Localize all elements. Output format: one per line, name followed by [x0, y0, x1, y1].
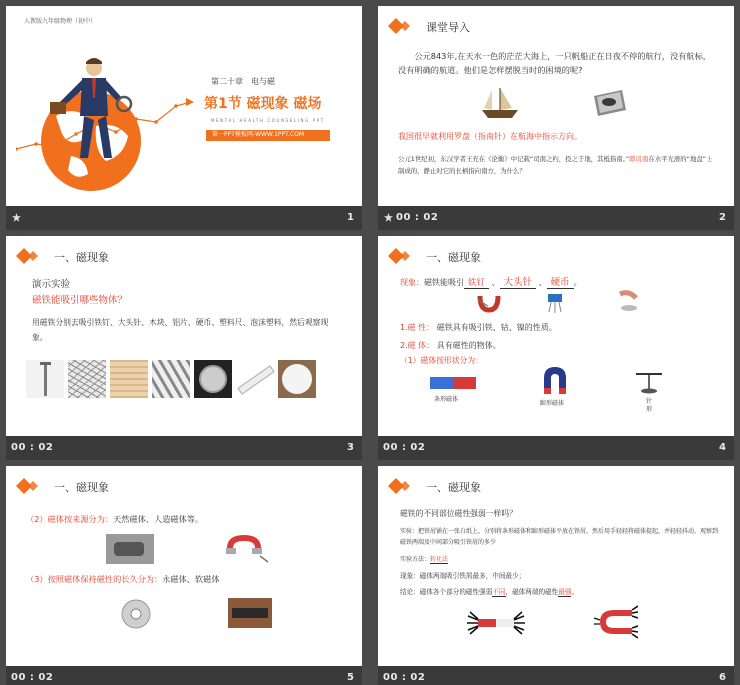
phenomenon-text: 磁铁能吸引 [424, 278, 464, 287]
demo-instructions: 用磁铁分别去吸引铁钉、大头针、木块、铝片、硬币、塑料尺、泡沫塑料，然后观察现象。 [32, 318, 329, 342]
coin-image [194, 360, 232, 398]
subtitle: MENTAL HEALTH COUNSELING PPT [211, 118, 325, 123]
slide-thumbnail-6[interactable] [378, 466, 734, 685]
slide-thumbnail-5[interactable] [6, 466, 362, 685]
slide-status-bar [378, 206, 734, 230]
slide-number: 2 [719, 212, 726, 223]
slide-status-bar [378, 666, 734, 685]
answer-pin: 大头针 [500, 277, 537, 289]
magnet-coin-image [614, 290, 644, 314]
slide-thumbnail-1[interactable] [6, 6, 362, 230]
section-header: 一、磁现象 [54, 481, 109, 494]
experiment-description: 实验：把铁屑铺在一张白纸上，分别将条形磁体和蹄形磁体平放在铁屑，然后用手轻轻将磁体提起，并轻轻抖动，观察到磁铁两端及中间部分吸引铁屑的多少 [400, 528, 719, 547]
magnet-pins-image [542, 292, 568, 314]
slide-thumbnail-2[interactable] [378, 6, 734, 230]
slide-timing: 00 : 02 [11, 442, 54, 453]
chapter-label: 第二十章 电与磁 [211, 77, 275, 86]
star-icon [384, 213, 393, 222]
method-label: 实验方法： [400, 556, 431, 563]
bar-magnet-image [428, 374, 478, 392]
slide-number: 5 [347, 672, 354, 683]
star-icon [12, 213, 21, 222]
horseshoe-magnet-label: 蹄形磁体 [540, 400, 565, 407]
magnet-definition [400, 340, 501, 352]
aluminum-sheet-image [152, 360, 190, 398]
slide-timing: 00 : 02 [396, 212, 439, 223]
section-header: 一、磁现象 [426, 481, 481, 494]
answer-nail: 铁钉 [464, 278, 489, 289]
slide-status-bar [6, 666, 362, 685]
magnetism-question: 磁铁的不同部位磁性强弱一样吗？ [400, 509, 517, 518]
slide-thumbnail-4[interactable] [378, 236, 734, 460]
plastic-ruler-image [236, 360, 274, 398]
history-paragraph [398, 154, 718, 177]
slide-timing: 00 : 02 [383, 442, 426, 453]
slide-status-bar [378, 436, 734, 460]
conclusion-end: 。 [571, 588, 579, 596]
slide-canvas [6, 236, 362, 436]
compass-highlight: 我国很早就利用罗盘（指南针）在航海中指示方向。 [398, 132, 582, 141]
duration-text: 永磁体、软磁体 [162, 574, 220, 584]
duration-classification [26, 574, 220, 586]
section-header: 一、磁现象 [426, 251, 481, 264]
horseshoe-magnet-image [538, 364, 572, 396]
slide-number: 4 [719, 442, 726, 453]
conclusion-answer-2: 最强 [558, 588, 572, 596]
magnet-nail-image [476, 292, 502, 314]
sinan-compass-image [588, 86, 628, 118]
needle-magnet-label: 针形 [646, 398, 653, 413]
section-header: 课堂导入 [426, 21, 470, 34]
needle-magnet-image [634, 368, 664, 394]
intro-paragraph: 公元843年,在天水一色的茫茫大海上，一只帆船正在日夜不停的航行，没有航标，没有明确的航道。他们是怎样摆脱当时的困境的呢? [398, 51, 711, 75]
horseshoe-magnet-filings-image [588, 604, 638, 640]
diamond-logo-icon [388, 248, 416, 266]
source-text: 天然磁体、人造磁体等。 [113, 514, 204, 524]
answer-coin: 硬币 [547, 277, 574, 289]
slide-canvas [6, 6, 362, 206]
businessman-illustration [46, 54, 136, 164]
history-text-c: 在水平光滑的“地盘”上制成的，静止时它的长柄指向南方，为什么？ [398, 155, 713, 175]
slide-number: 6 [719, 672, 726, 683]
slide-thumbnail-3[interactable] [6, 236, 362, 460]
source-label: （2）磁体按来源分为： [26, 514, 114, 524]
magnetism-text: 磁铁具有吸引铁、钴、镍的性质。 [436, 323, 557, 332]
history-text-a: 公元1世纪初，东汉学者王充在《论衡》中记载“司南之杓，投之于地，其柢指南。” [398, 155, 630, 163]
bar-magnet-label: 条形磁体 [434, 396, 459, 403]
magnetism-definition [400, 322, 557, 334]
phenomenon-line: 现象：磁铁能吸引 铁钉 、 大头针 、 硬币 。 [400, 277, 582, 288]
magnetism-label: 1.磁 性： [400, 323, 435, 332]
slide-canvas [378, 6, 734, 206]
method-answer: 转化法 [430, 556, 449, 563]
magnet-label: 2.磁 体： [400, 341, 435, 350]
diamond-logo-icon [16, 248, 44, 266]
slide-status-bar [6, 436, 362, 460]
wood-block-image [110, 360, 148, 398]
artificial-magnet-image [224, 534, 270, 566]
sailing-ship-image [478, 86, 522, 120]
shape-classification-label: （1）磁体按形状分为： [400, 356, 483, 365]
slide-number: 3 [347, 442, 354, 453]
slide-timing: 00 : 02 [383, 672, 426, 683]
history-text-sinan: 即司南 [629, 155, 649, 163]
banner-text: 第一PPT模板网-WWW.1PPT.COM [212, 131, 305, 138]
slide-timing: 00 : 02 [11, 672, 54, 683]
pins-image [68, 360, 106, 398]
duration-label: （3）按照磁体保持磁性的长久分为： [26, 574, 163, 584]
section-header: 一、磁现象 [54, 251, 109, 264]
foam-image [278, 360, 316, 398]
conclusion-text-a: 结论：磁体各个部分的磁性强弱 [400, 588, 493, 596]
slide-number: 1 [347, 212, 354, 223]
conclusion-answer-1: 不同 [492, 588, 506, 596]
demo-label: 演示实验 [32, 279, 71, 290]
slide-canvas [6, 466, 362, 666]
permanent-magnet-image [116, 598, 156, 630]
diamond-logo-icon [388, 478, 416, 496]
slide-canvas [378, 236, 734, 436]
slide-canvas [378, 466, 734, 666]
source-classification [26, 514, 203, 526]
conclusion-text-c: ，磁体两端的磁性 [505, 588, 559, 596]
natural-magnet-image [106, 534, 154, 564]
slide-status-bar [6, 206, 362, 230]
soft-magnet-image [228, 598, 272, 628]
course-label: 人教版九年级物理（初中） [24, 18, 97, 25]
banner-bar [206, 130, 330, 141]
slide-title: 第1节 磁现象 磁场 [204, 96, 322, 112]
phenomenon-prefix: 现象： [400, 278, 424, 287]
diamond-logo-icon [16, 478, 44, 496]
bar-magnet-filings-image [466, 608, 526, 638]
diamond-logo-icon [388, 18, 416, 36]
method-line [400, 556, 448, 565]
magnet-text: 具有磁性的物体。 [436, 341, 501, 350]
demo-question: 磁铁能吸引哪些物体？ [32, 295, 128, 306]
nail-image [26, 360, 64, 398]
observation-line: 现象：磁体两端吸引铁屑最多，中间最少； [400, 572, 526, 580]
conclusion-line [400, 588, 578, 598]
